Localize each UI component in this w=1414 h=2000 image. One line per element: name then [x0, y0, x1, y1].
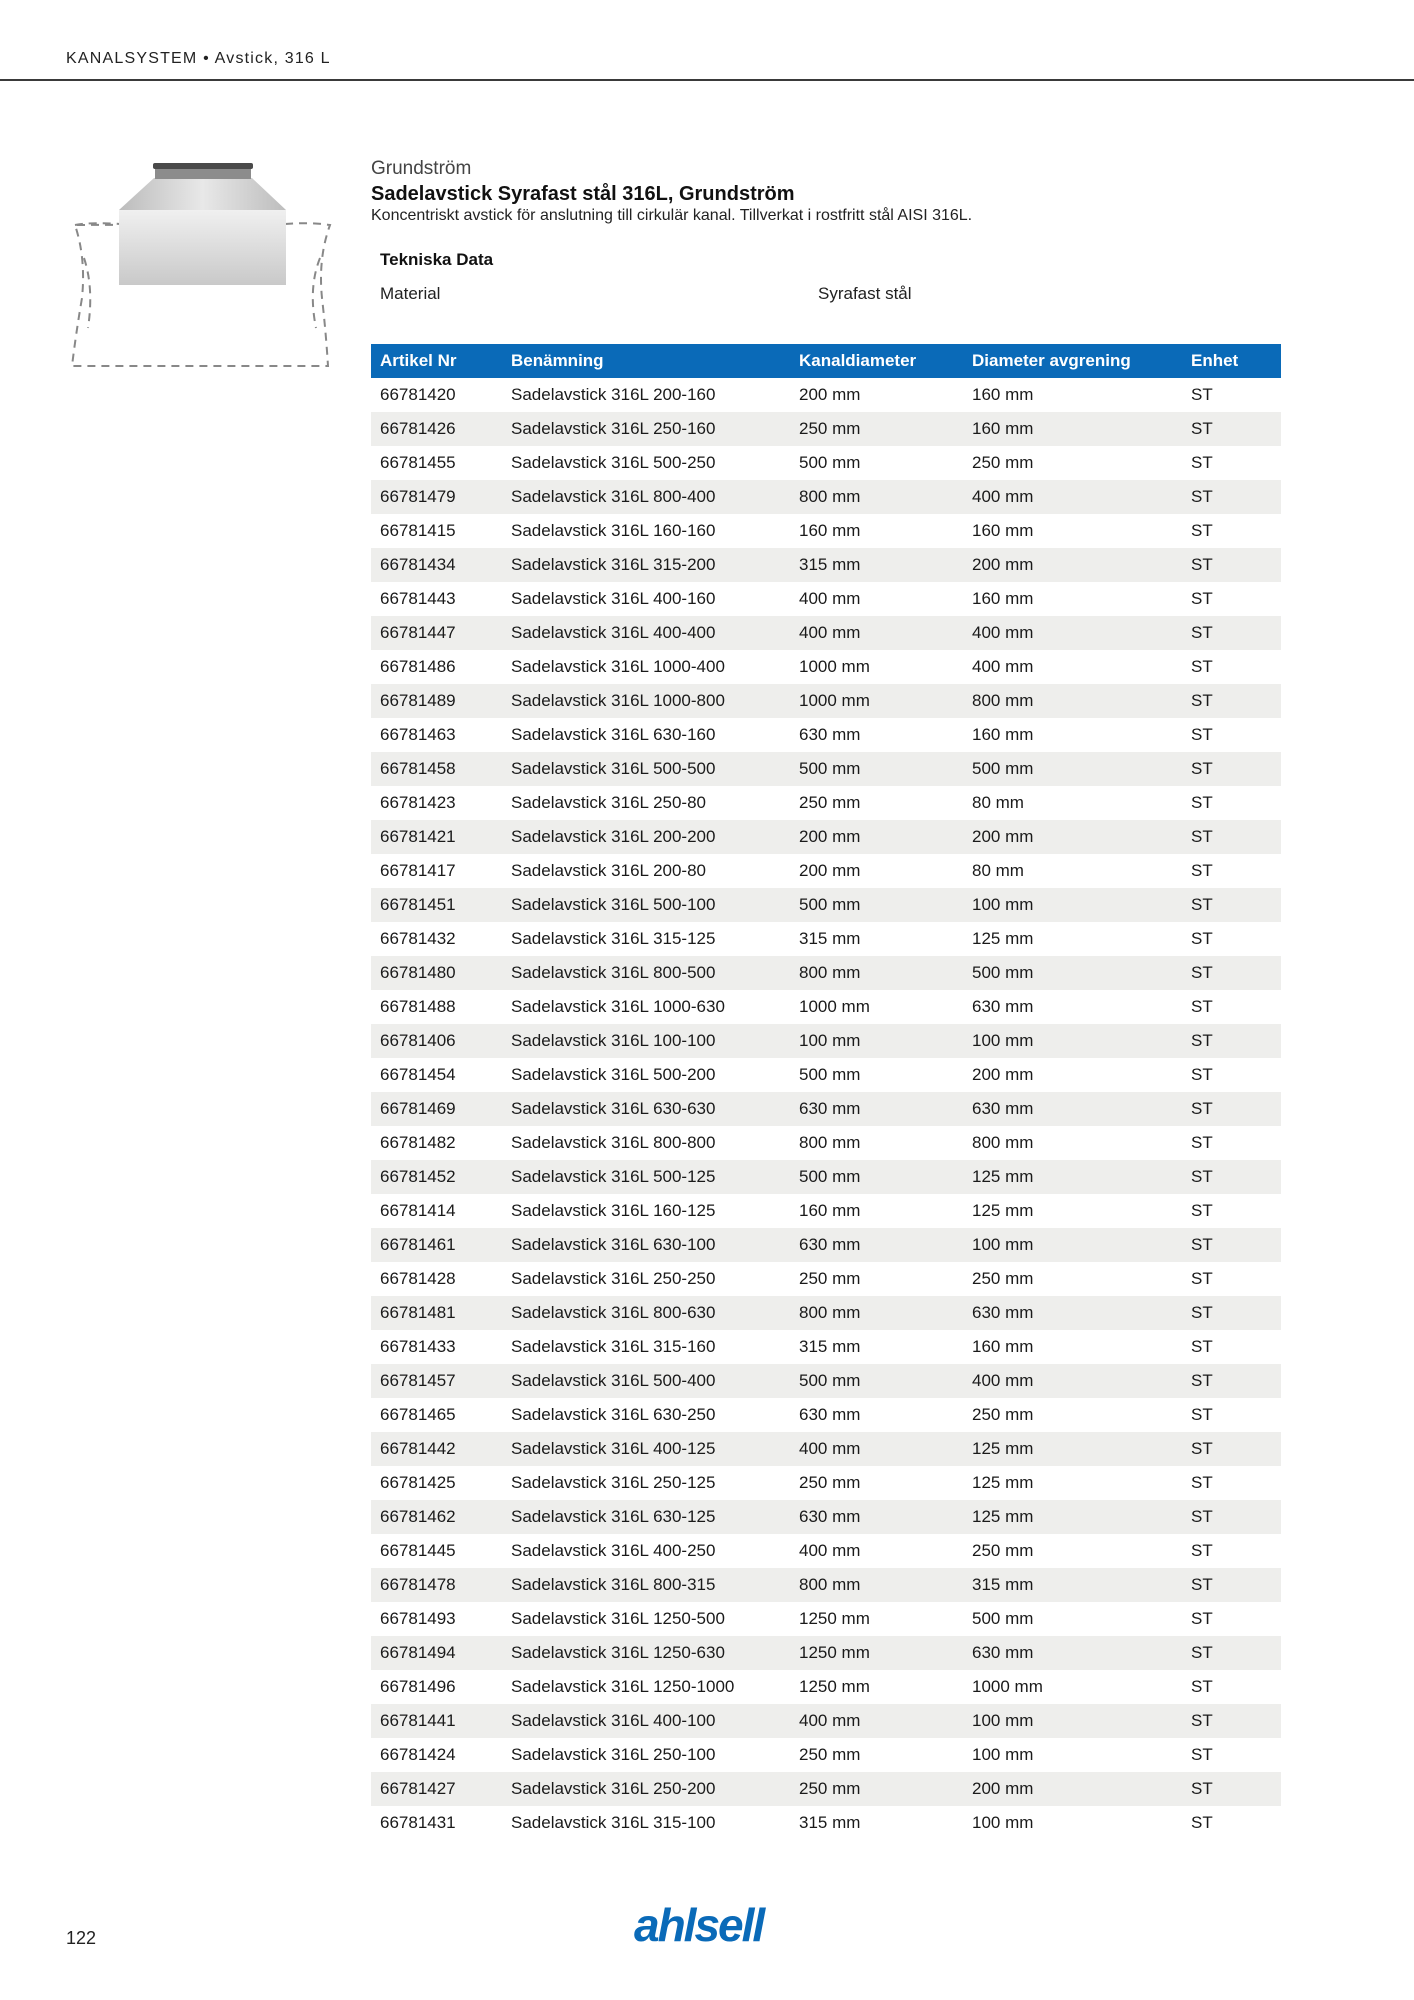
cell-artikel-nr: 66781445	[380, 1541, 456, 1560]
cell-benamning: Sadelavstick 316L 160-125	[511, 1201, 716, 1220]
cell-kanaldiameter: 315 mm	[799, 929, 861, 948]
cell-diameter-avgrening: 630 mm	[963, 1092, 1182, 1126]
cell-artikel-nr: 66781486	[380, 657, 456, 676]
page-number: 122	[66, 1928, 97, 1948]
cell-artikel-nr: 66781479	[371, 480, 502, 514]
cell-benamning: Sadelavstick 316L 500-400	[502, 1364, 790, 1398]
cell-artikel-nr: 66781426	[371, 412, 502, 446]
cell-kanaldiameter: 250 mm	[799, 793, 861, 812]
cell-kanaldiameter: 500 mm	[790, 1160, 963, 1194]
technical-data-title: Tekniska Data	[380, 250, 494, 269]
cell-diameter-avgrening: 400 mm	[972, 657, 1034, 676]
table-row	[371, 718, 1281, 752]
cell-enhet: ST	[1191, 1065, 1213, 1084]
cell-enhet: ST	[1191, 1745, 1213, 1764]
cell-benamning: Sadelavstick 316L 500-500	[502, 752, 790, 786]
table-row	[371, 1228, 1281, 1262]
cell-kanaldiameter: 800 mm	[790, 1568, 963, 1602]
cell-enhet: ST	[1191, 1405, 1213, 1424]
table-row	[371, 990, 1281, 1024]
cell-kanaldiameter: 1250 mm	[790, 1636, 963, 1670]
cell-kanaldiameter: 315 mm	[799, 1813, 861, 1832]
cell-diameter-avgrening: 160 mm	[972, 521, 1034, 540]
cell-artikel-nr: 66781478	[371, 1568, 502, 1602]
cell-benamning: Sadelavstick 316L 250-100	[511, 1745, 716, 1764]
cell-benamning: Sadelavstick 316L 1250-500	[511, 1609, 725, 1628]
cell-enhet: ST	[1191, 997, 1213, 1016]
table-row	[371, 1160, 1281, 1194]
breadcrumb: KANALSYSTEM • Avstick, 316 L	[66, 50, 331, 67]
cell-artikel-nr: 66781428	[380, 1269, 456, 1288]
cell-benamning: Sadelavstick 316L 200-80	[511, 861, 707, 880]
cell-diameter-avgrening: 1000 mm	[972, 1677, 1043, 1696]
cell-kanaldiameter: 200 mm	[799, 861, 861, 880]
cell-diameter-avgrening: 630 mm	[963, 1296, 1182, 1330]
cell-kanaldiameter: 250 mm	[790, 412, 963, 446]
table-row	[371, 1602, 1281, 1636]
cell-kanaldiameter: 200 mm	[799, 385, 861, 404]
cell-enhet: ST	[1182, 1092, 1281, 1126]
cell-artikel-nr: 66781481	[371, 1296, 502, 1330]
cell-enhet: ST	[1191, 861, 1213, 880]
cell-enhet: ST	[1182, 1704, 1281, 1738]
cell-benamning: Sadelavstick 316L 400-125	[502, 1432, 790, 1466]
page-header	[0, 0, 1414, 81]
cell-kanaldiameter: 400 mm	[790, 1432, 963, 1466]
cell-benamning: Sadelavstick 316L 800-800	[511, 1133, 716, 1152]
table-row	[371, 1568, 1281, 1602]
table-row	[371, 650, 1281, 684]
cell-benamning: Sadelavstick 316L 250-200	[502, 1772, 790, 1806]
cell-kanaldiameter: 800 mm	[790, 480, 963, 514]
product-category: Grundström	[371, 158, 472, 179]
cell-benamning: Sadelavstick 316L 1000-800	[502, 684, 790, 718]
table-row	[371, 514, 1281, 548]
cell-enhet: ST	[1182, 1296, 1281, 1330]
cell-benamning: Sadelavstick 316L 1000-630	[511, 997, 725, 1016]
cell-benamning: Sadelavstick 316L 400-160	[511, 589, 716, 608]
cell-benamning: Sadelavstick 316L 250-250	[511, 1269, 716, 1288]
cell-kanaldiameter: 1000 mm	[799, 657, 870, 676]
cell-diameter-avgrening: 125 mm	[963, 1160, 1182, 1194]
cell-enhet: ST	[1182, 752, 1281, 786]
header-artikel-nr: Artikel Nr	[371, 344, 502, 378]
cell-diameter-avgrening: 80 mm	[972, 861, 1024, 880]
table-row	[371, 684, 1281, 718]
cell-artikel-nr: 66781465	[380, 1405, 456, 1424]
cell-artikel-nr: 66781427	[371, 1772, 502, 1806]
cell-diameter-avgrening: 200 mm	[972, 1065, 1034, 1084]
cell-artikel-nr: 66781420	[380, 385, 456, 404]
cell-diameter-avgrening: 80 mm	[972, 793, 1024, 812]
cell-diameter-avgrening: 630 mm	[963, 1636, 1182, 1670]
cell-kanaldiameter: 500 mm	[799, 453, 861, 472]
cell-benamning: Sadelavstick 316L 200-200	[502, 820, 790, 854]
cell-enhet: ST	[1191, 1813, 1213, 1832]
cell-diameter-avgrening: 500 mm	[963, 752, 1182, 786]
cell-benamning: Sadelavstick 316L 800-400	[502, 480, 790, 514]
cell-diameter-avgrening: 125 mm	[972, 929, 1034, 948]
cell-benamning: Sadelavstick 316L 630-160	[511, 725, 716, 744]
cell-enhet: ST	[1191, 1609, 1213, 1628]
cell-artikel-nr: 66781433	[380, 1337, 456, 1356]
cell-diameter-avgrening: 160 mm	[963, 412, 1182, 446]
cell-artikel-nr: 66781457	[371, 1364, 502, 1398]
header-benamning: Benämning	[502, 344, 790, 378]
cell-diameter-avgrening: 100 mm	[963, 1704, 1182, 1738]
cell-kanaldiameter: 630 mm	[799, 725, 861, 744]
cell-artikel-nr: 66781432	[380, 929, 456, 948]
table-row	[371, 1262, 1281, 1296]
cell-artikel-nr: 66781482	[380, 1133, 456, 1152]
cell-enhet: ST	[1182, 412, 1281, 446]
table-row	[371, 854, 1281, 888]
table-row	[371, 1670, 1281, 1704]
cell-diameter-avgrening: 200 mm	[963, 1772, 1182, 1806]
cell-benamning: Sadelavstick 316L 250-125	[511, 1473, 716, 1492]
cell-kanaldiameter: 630 mm	[799, 1405, 861, 1424]
cell-artikel-nr: 66781406	[371, 1024, 502, 1058]
table-row	[371, 412, 1281, 446]
cell-artikel-nr: 66781434	[371, 548, 502, 582]
cell-enhet: ST	[1191, 725, 1213, 744]
table-row	[371, 1364, 1281, 1398]
cell-diameter-avgrening: 100 mm	[972, 1813, 1034, 1832]
cell-artikel-nr: 66781455	[380, 453, 456, 472]
cell-artikel-nr: 66781441	[371, 1704, 502, 1738]
cell-enhet: ST	[1182, 1364, 1281, 1398]
cell-artikel-nr: 66781414	[380, 1201, 456, 1220]
table-header-row	[371, 344, 1281, 378]
cell-enhet: ST	[1182, 1432, 1281, 1466]
table-body	[371, 378, 1281, 1840]
cell-benamning: Sadelavstick 316L 800-630	[502, 1296, 790, 1330]
cell-kanaldiameter: 250 mm	[790, 1772, 963, 1806]
header-diameter-avgrening: Diameter avgrening	[963, 344, 1182, 378]
cell-enhet: ST	[1191, 657, 1213, 676]
table-row	[371, 1126, 1281, 1160]
cell-enhet: ST	[1182, 1772, 1281, 1806]
cell-artikel-nr: 66781423	[380, 793, 456, 812]
cell-kanaldiameter: 400 mm	[799, 589, 861, 608]
cell-enhet: ST	[1182, 1160, 1281, 1194]
cell-diameter-avgrening: 400 mm	[963, 480, 1182, 514]
table-row	[371, 1330, 1281, 1364]
cell-enhet: ST	[1191, 1677, 1213, 1696]
cell-artikel-nr: 66781425	[380, 1473, 456, 1492]
cell-enhet: ST	[1191, 453, 1213, 472]
cell-artikel-nr: 66781447	[371, 616, 502, 650]
cell-enhet: ST	[1182, 1500, 1281, 1534]
cell-diameter-avgrening: 630 mm	[972, 997, 1034, 1016]
cell-enhet: ST	[1182, 1568, 1281, 1602]
cell-kanaldiameter: 630 mm	[790, 1228, 963, 1262]
cell-kanaldiameter: 400 mm	[790, 616, 963, 650]
table-row	[371, 378, 1281, 412]
cell-artikel-nr: 66781494	[371, 1636, 502, 1670]
cell-artikel-nr: 66781417	[380, 861, 456, 880]
cell-kanaldiameter: 250 mm	[799, 1269, 861, 1288]
table-row	[371, 1806, 1281, 1840]
table-row	[371, 922, 1281, 956]
cell-benamning: Sadelavstick 316L 1250-630	[502, 1636, 790, 1670]
cell-enhet: ST	[1191, 1541, 1213, 1560]
cell-benamning: Sadelavstick 316L 400-100	[502, 1704, 790, 1738]
product-intro	[371, 158, 1271, 226]
table-row	[371, 820, 1281, 854]
table-row	[371, 1534, 1281, 1568]
cell-artikel-nr: 66781458	[371, 752, 502, 786]
cell-benamning: Sadelavstick 316L 630-125	[502, 1500, 790, 1534]
cell-artikel-nr: 66781462	[371, 1500, 502, 1534]
header-kanaldiameter: Kanaldiameter	[790, 344, 963, 378]
cell-diameter-avgrening: 200 mm	[963, 820, 1182, 854]
table-row	[371, 1092, 1281, 1126]
cell-benamning: Sadelavstick 316L 630-250	[511, 1405, 716, 1424]
cell-diameter-avgrening: 400 mm	[963, 1364, 1182, 1398]
product-description: Koncentriskt avstick för anslutning till cirkulär kanal. Tillverkat i rostfritt stål AISI 316L.	[371, 207, 973, 224]
cell-kanaldiameter: 1000 mm	[799, 997, 870, 1016]
cell-artikel-nr: 66781431	[380, 1813, 456, 1832]
cell-diameter-avgrening: 250 mm	[972, 1541, 1034, 1560]
cell-kanaldiameter: 1000 mm	[790, 684, 963, 718]
cell-benamning: Sadelavstick 316L 800-500	[502, 956, 790, 990]
cell-kanaldiameter: 160 mm	[799, 1201, 861, 1220]
cell-diameter-avgrening: 160 mm	[972, 589, 1034, 608]
cell-diameter-avgrening: 125 mm	[963, 1432, 1182, 1466]
cell-enhet: ST	[1191, 929, 1213, 948]
cell-benamning: Sadelavstick 316L 315-200	[502, 548, 790, 582]
cell-kanaldiameter: 500 mm	[790, 1364, 963, 1398]
ahlsell-logo: ahlsell	[634, 1899, 764, 1951]
cell-kanaldiameter: 160 mm	[799, 521, 861, 540]
cell-benamning: Sadelavstick 316L 500-200	[511, 1065, 716, 1084]
cell-artikel-nr: 66781454	[380, 1065, 456, 1084]
cell-diameter-avgrening: 400 mm	[963, 616, 1182, 650]
product-title: Sadelavstick Syrafast stål 316L, Grundström	[371, 183, 795, 205]
cell-benamning: Sadelavstick 316L 250-80	[511, 793, 707, 812]
cell-enhet: ST	[1182, 616, 1281, 650]
table-row	[371, 888, 1281, 922]
cell-diameter-avgrening: 125 mm	[963, 1500, 1182, 1534]
cell-diameter-avgrening: 315 mm	[963, 1568, 1182, 1602]
cell-diameter-avgrening: 500 mm	[963, 956, 1182, 990]
cell-kanaldiameter: 250 mm	[799, 1745, 861, 1764]
cell-artikel-nr: 66781415	[380, 521, 456, 540]
product-image	[70, 158, 335, 373]
cell-kanaldiameter: 100 mm	[790, 1024, 963, 1058]
cell-kanaldiameter: 315 mm	[799, 1337, 861, 1356]
cell-diameter-avgrening: 125 mm	[972, 1473, 1034, 1492]
cell-benamning: Sadelavstick 316L 400-400	[502, 616, 790, 650]
cell-benamning: Sadelavstick 316L 630-630	[502, 1092, 790, 1126]
cell-benamning: Sadelavstick 316L 1250-1000	[511, 1677, 735, 1696]
material-value: Syrafast stål	[818, 284, 912, 303]
cell-artikel-nr: 66781452	[371, 1160, 502, 1194]
cell-artikel-nr: 66781489	[371, 684, 502, 718]
cell-enhet: ST	[1182, 820, 1281, 854]
cell-kanaldiameter: 500 mm	[790, 752, 963, 786]
cell-enhet: ST	[1182, 888, 1281, 922]
cell-enhet: ST	[1191, 1269, 1213, 1288]
table-row	[371, 1466, 1281, 1500]
cell-diameter-avgrening: 200 mm	[963, 548, 1182, 582]
cell-artikel-nr: 66781463	[380, 725, 456, 744]
cell-enhet: ST	[1191, 589, 1213, 608]
cell-kanaldiameter: 250 mm	[799, 1473, 861, 1492]
cell-benamning: Sadelavstick 316L 500-125	[502, 1160, 790, 1194]
saddle-tee-product-image	[70, 158, 335, 373]
cell-enhet: ST	[1191, 521, 1213, 540]
material-label: Material	[380, 284, 441, 303]
table-row	[371, 1738, 1281, 1772]
table-row	[371, 1398, 1281, 1432]
cell-artikel-nr: 66781442	[371, 1432, 502, 1466]
cell-diameter-avgrening: 100 mm	[963, 888, 1182, 922]
cell-benamning: Sadelavstick 316L 400-250	[511, 1541, 716, 1560]
cell-benamning: Sadelavstick 316L 315-160	[511, 1337, 716, 1356]
cell-artikel-nr: 66781421	[371, 820, 502, 854]
cell-enhet: ST	[1182, 548, 1281, 582]
table-row	[371, 480, 1281, 514]
cell-benamning: Sadelavstick 316L 315-100	[511, 1813, 716, 1832]
cell-benamning: Sadelavstick 316L 500-250	[511, 453, 716, 472]
cell-enhet: ST	[1191, 385, 1213, 404]
table-row	[371, 786, 1281, 820]
cell-kanaldiameter: 800 mm	[790, 1296, 963, 1330]
cell-enhet: ST	[1182, 1228, 1281, 1262]
cell-enhet: ST	[1191, 1201, 1213, 1220]
cell-kanaldiameter: 800 mm	[799, 1133, 861, 1152]
cell-enhet: ST	[1191, 793, 1213, 812]
cell-artikel-nr: 66781461	[371, 1228, 502, 1262]
cell-kanaldiameter: 630 mm	[790, 1500, 963, 1534]
table-row	[371, 1058, 1281, 1092]
cell-diameter-avgrening: 100 mm	[963, 1024, 1182, 1058]
cell-enhet: ST	[1182, 480, 1281, 514]
cell-benamning: Sadelavstick 316L 1000-400	[511, 657, 725, 676]
cell-diameter-avgrening: 250 mm	[972, 1405, 1034, 1424]
table-row	[371, 1194, 1281, 1228]
cell-diameter-avgrening: 100 mm	[972, 1745, 1034, 1764]
cell-artikel-nr: 66781480	[371, 956, 502, 990]
cell-kanaldiameter: 1250 mm	[799, 1677, 870, 1696]
cell-enhet: ST	[1191, 1473, 1213, 1492]
cell-kanaldiameter: 500 mm	[790, 888, 963, 922]
cell-diameter-avgrening: 125 mm	[972, 1201, 1034, 1220]
cell-benamning: Sadelavstick 316L 500-100	[502, 888, 790, 922]
cell-kanaldiameter: 200 mm	[790, 820, 963, 854]
header-enhet: Enhet	[1182, 344, 1281, 378]
cell-artikel-nr: 66781443	[380, 589, 456, 608]
table-row	[371, 1024, 1281, 1058]
cell-kanaldiameter: 630 mm	[790, 1092, 963, 1126]
table-row	[371, 956, 1281, 990]
cell-kanaldiameter: 400 mm	[799, 1541, 861, 1560]
cell-enhet: ST	[1182, 1024, 1281, 1058]
cell-diameter-avgrening: 100 mm	[963, 1228, 1182, 1262]
table-row	[371, 446, 1281, 480]
cell-benamning: Sadelavstick 316L 315-125	[511, 929, 716, 948]
cell-diameter-avgrening: 500 mm	[972, 1609, 1034, 1628]
cell-benamning: Sadelavstick 316L 100-100	[502, 1024, 790, 1058]
cell-kanaldiameter: 500 mm	[799, 1065, 861, 1084]
cell-enhet: ST	[1182, 956, 1281, 990]
table-row	[371, 548, 1281, 582]
cell-diameter-avgrening: 160 mm	[972, 385, 1034, 404]
cell-kanaldiameter: 315 mm	[790, 548, 963, 582]
cell-enhet: ST	[1182, 1636, 1281, 1670]
cell-benamning: Sadelavstick 316L 800-315	[502, 1568, 790, 1602]
cell-benamning: Sadelavstick 316L 630-100	[502, 1228, 790, 1262]
cell-artikel-nr: 66781488	[380, 997, 456, 1016]
cell-benamning: Sadelavstick 316L 160-160	[511, 521, 716, 540]
cell-diameter-avgrening: 250 mm	[972, 453, 1034, 472]
cell-diameter-avgrening: 250 mm	[972, 1269, 1034, 1288]
cell-enhet: ST	[1182, 684, 1281, 718]
cell-diameter-avgrening: 800 mm	[963, 684, 1182, 718]
product-table	[371, 344, 1281, 1840]
cell-kanaldiameter: 800 mm	[790, 956, 963, 990]
table-row	[371, 616, 1281, 650]
table-row	[371, 1432, 1281, 1466]
table-row	[371, 1636, 1281, 1670]
cell-diameter-avgrening: 160 mm	[972, 725, 1034, 744]
cell-enhet: ST	[1191, 1133, 1213, 1152]
table-row	[371, 582, 1281, 616]
cell-enhet: ST	[1191, 1337, 1213, 1356]
cell-diameter-avgrening: 160 mm	[972, 1337, 1034, 1356]
cell-artikel-nr: 66781469	[371, 1092, 502, 1126]
cell-benamning: Sadelavstick 316L 250-160	[502, 412, 790, 446]
table-row	[371, 1296, 1281, 1330]
cell-benamning: Sadelavstick 316L 200-160	[511, 385, 716, 404]
table-row	[371, 1704, 1281, 1738]
table-row	[371, 1772, 1281, 1806]
cell-artikel-nr: 66781424	[380, 1745, 456, 1764]
cell-artikel-nr: 66781496	[380, 1677, 456, 1696]
cell-kanaldiameter: 400 mm	[790, 1704, 963, 1738]
cell-diameter-avgrening: 800 mm	[972, 1133, 1034, 1152]
cell-artikel-nr: 66781451	[371, 888, 502, 922]
table-row	[371, 1500, 1281, 1534]
cell-artikel-nr: 66781493	[380, 1609, 456, 1628]
table-row	[371, 752, 1281, 786]
cell-kanaldiameter: 1250 mm	[799, 1609, 870, 1628]
